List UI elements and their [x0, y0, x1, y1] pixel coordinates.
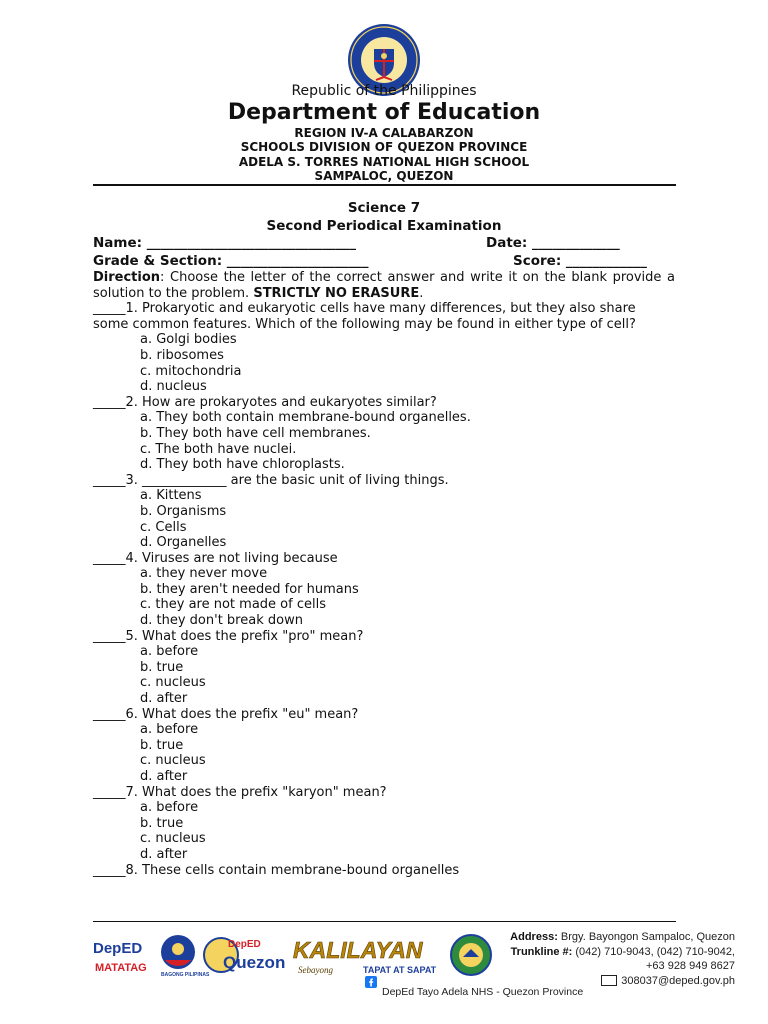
question-item: [93, 551, 675, 629]
answer-option: a. Golgi bodies: [140, 332, 237, 348]
department-title: Department of Education: [227, 100, 541, 125]
question-text: _____1. Prokaryotic and eukaryotic cells have many differences, but they also share some common features. Which of the following may be found in either type of cell?: [93, 301, 636, 332]
svg-text:DepED: DepED: [93, 940, 143, 957]
answer-option: d. after: [140, 769, 188, 784]
answer-option: b. true: [140, 815, 184, 831]
bagong-pilipinas-logo-icon: [161, 935, 210, 978]
question-text: _____7. What does the prefix "karyon" mean?: [93, 784, 387, 800]
answer-option: c. nucleus: [140, 753, 206, 769]
answer-option: b. They both have cell membranes.: [140, 425, 371, 441]
question-item: [93, 473, 675, 551]
answer-option: a. before: [140, 722, 199, 738]
answer-option: b. true: [140, 737, 184, 753]
answer-option: d. after: [140, 846, 188, 862]
svg-text:Quezon: Quezon: [223, 953, 286, 972]
answer-option: a. before: [140, 644, 199, 660]
date-field[interactable]: Date: _____________: [486, 235, 620, 251]
score-field[interactable]: Score: ____________: [513, 253, 647, 269]
direction-end: .: [419, 285, 424, 301]
region-label: REGION IV-A CALABARZON: [294, 126, 474, 140]
answer-option: c. they are not made of cells: [140, 597, 326, 613]
svg-text:BAGONG PILIPINAS: BAGONG PILIPINAS: [161, 972, 210, 978]
grade-section-field[interactable]: Grade & Section: _____________________: [93, 253, 369, 269]
answer-option: d. nucleus: [140, 379, 207, 395]
answer-option: b. true: [140, 659, 184, 675]
trunkline-value: (042) 710-9043, (042) 710-9042,: [575, 945, 735, 958]
facebook-icon: [365, 976, 377, 988]
footer-logos: [93, 930, 493, 980]
answer-option: b. Organisms: [140, 503, 227, 519]
kalilayan-logo-icon: [293, 937, 437, 975]
answer-option: d. they don't break down: [140, 613, 303, 629]
answer-option: d. Organelles: [140, 535, 227, 551]
answer-option: c. nucleus: [140, 675, 206, 691]
contact-block: [490, 930, 735, 988]
address-value: Brgy. Bayongon Sampaloc, Quezon: [560, 931, 735, 943]
direction-body: : Choose the letter of the correct answer and write it on the blank provide a solution to the problem.: [93, 270, 675, 301]
deped-quezon-logo-icon: [204, 938, 285, 972]
svg-text:TAPAT AT SAPAT: TAPAT AT SAPAT: [363, 965, 437, 975]
division-label: SCHOOLS DIVISION OF QUEZON PROVINCE: [240, 140, 528, 154]
trunkline-label: Trunkline #:: [510, 945, 573, 958]
svg-text:MATATAG: MATATAG: [95, 962, 147, 974]
exam-title: Second Periodical Examination: [266, 218, 502, 234]
svg-text:Sebayong: Sebayong: [298, 965, 333, 975]
question-text: _____3. _____________ are the basic unit of living things.: [93, 472, 449, 488]
question-item: [93, 629, 675, 707]
facebook-page-link[interactable]: DepEd Tayo Adela NHS - Quezon Province: [382, 986, 584, 998]
direction-emphasis: STRICTLY NO ERASURE: [253, 285, 420, 301]
answer-option: a. they never move: [140, 566, 268, 582]
answer-option: c. Cells: [140, 519, 187, 535]
header-divider: [93, 184, 676, 186]
deped-matatag-logo-icon: [93, 940, 147, 974]
location-label: SAMPALOC, QUEZON: [314, 169, 454, 183]
question-item: [93, 863, 675, 879]
answer-option: d. after: [140, 691, 188, 707]
question-item: [93, 707, 675, 785]
answer-option: a. Kittens: [140, 488, 202, 504]
question-item: [93, 785, 675, 863]
question-list: [93, 301, 675, 878]
question-text: _____5. What does the prefix "pro" mean?: [93, 628, 364, 644]
answer-option: b. ribosomes: [140, 347, 224, 363]
school-label: ADELA S. TORRES NATIONAL HIGH SCHOOL: [238, 155, 530, 169]
svg-text:DepED: DepED: [228, 939, 261, 950]
school-seal-icon: [451, 935, 491, 975]
question-text: _____8. These cells contain membrane-bound organelles: [93, 862, 460, 878]
svg-text:KALILAYAN: KALILAYAN: [293, 937, 423, 963]
mobile-number: +63 928 949 8627: [645, 960, 735, 972]
email-link[interactable]: 308037@deped.gov.ph: [621, 974, 735, 987]
answer-option: c. mitochondria: [140, 363, 242, 379]
direction-text: [93, 270, 675, 301]
question-text: _____2. How are prokaryotes and eukaryotes similar?: [93, 394, 437, 410]
answer-option: a. before: [140, 800, 199, 816]
direction-label: Direction: [93, 270, 161, 285]
answer-option: d. They both have chloroplasts.: [140, 457, 345, 473]
subject-title: Science 7: [347, 200, 421, 216]
answer-option: c. nucleus: [140, 831, 206, 847]
footer-divider: [93, 921, 676, 922]
question-text: _____6. What does the prefix "eu" mean?: [93, 706, 359, 722]
exam-body: [93, 270, 675, 878]
question-item: [93, 301, 675, 395]
answer-option: b. they aren't needed for humans: [140, 581, 359, 597]
answer-option: c. The both have nuclei.: [140, 441, 297, 457]
question-text: _____4. Viruses are not living because: [93, 550, 338, 566]
question-item: [93, 395, 675, 473]
address-label: Address:: [510, 931, 558, 943]
name-field[interactable]: Name: _______________________________: [93, 235, 356, 251]
answer-option: a. They both contain membrane-bound organelles.: [140, 410, 471, 426]
republic-label: Republic of the Philippines: [291, 83, 477, 99]
mail-icon: [601, 975, 617, 986]
